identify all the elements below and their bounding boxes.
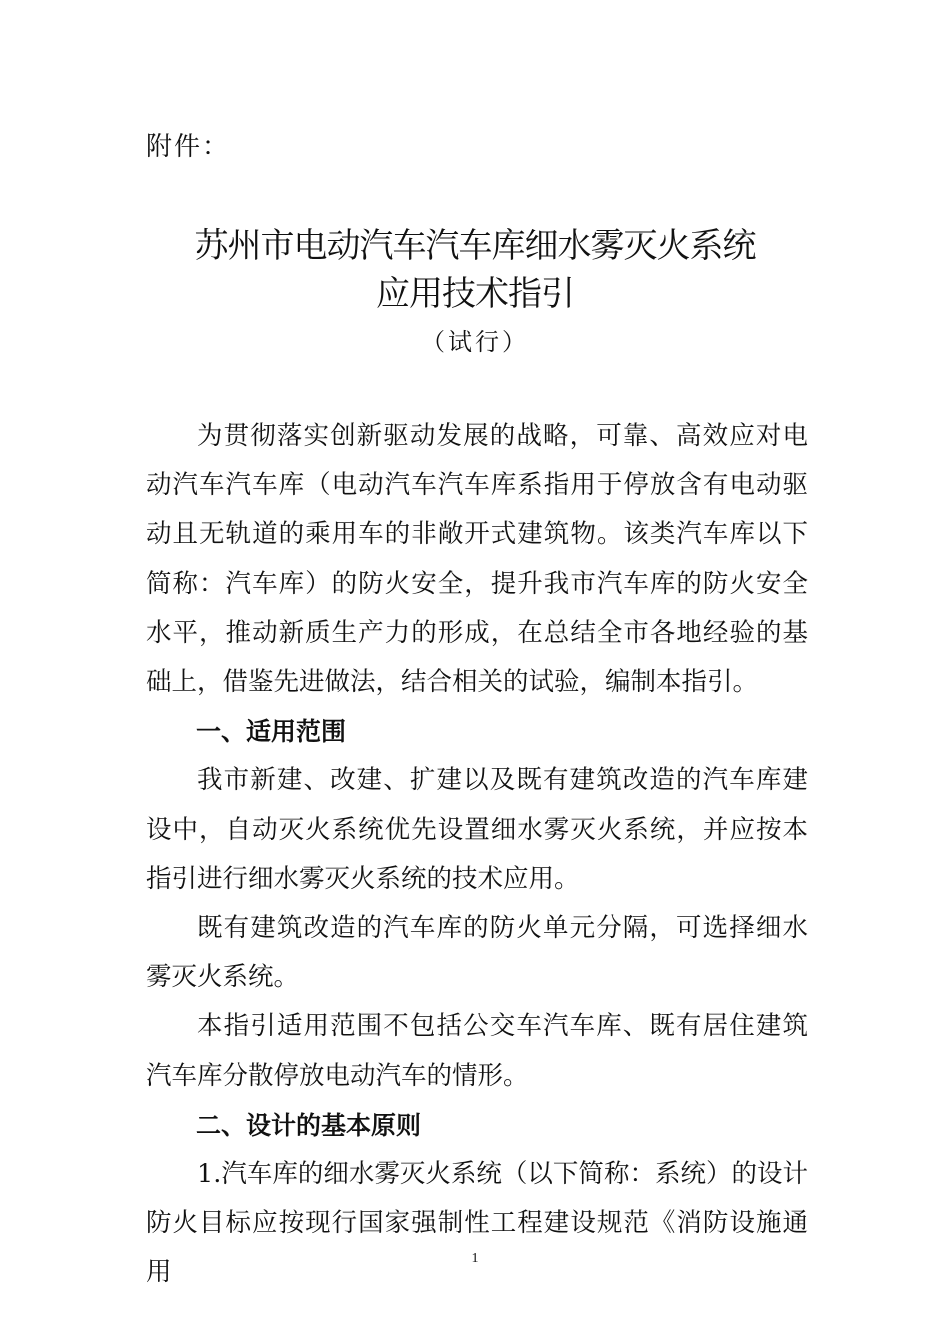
document-title-line-2: 应用技术指引: [376, 274, 574, 314]
attachment-label: 附件：: [146, 132, 231, 162]
intro-paragraph: 为贯彻落实创新驱动发展的战略，可靠、高效应对电动汽车汽车库（电动汽车汽车库系指用于停放含有电动驱动且无轨道的乘用车的非敞开式建筑物。该类汽车库以下简称：汽车库）的防火安全，提升我市汽车库的防火安全水平，推动新质生产力的形成，在总结全市各地经验的基础上，借鉴先进做法，结合相关的试验，编制本指引。: [146, 421, 808, 698]
scope-paragraph: 既有建筑改造的汽车库的防火单元分隔，可选择细水雾灭火系统。: [146, 913, 808, 993]
scope-paragraph: 本指引适用范围不包括公交车汽车库、既有居住建筑汽车库分散停放电动汽车的情形。: [146, 1011, 808, 1091]
document-body: [146, 412, 808, 1298]
scope-paragraph: 我市新建、改建、扩建以及既有建筑改造的汽车库建设中，自动灭火系统优先设置细水雾灭火系统，并应按本指引进行细水雾灭火系统的技术应用。: [146, 765, 808, 894]
page-number: 1: [471, 1251, 479, 1266]
section-heading-scope: 一、适用范围: [196, 717, 347, 747]
section-heading-principles: 二、设计的基本原则: [196, 1110, 422, 1140]
document-title-line-1: 苏州市电动汽车汽车库细水雾灭火系统: [194, 226, 756, 266]
document-subtitle: （试行）: [421, 328, 529, 356]
principles-paragraph: 1.汽车库的细水雾灭火系统（以下简称：系统）的设计防火目标应按现行国家强制性工程建设规范《消防设施通用: [146, 1159, 808, 1288]
